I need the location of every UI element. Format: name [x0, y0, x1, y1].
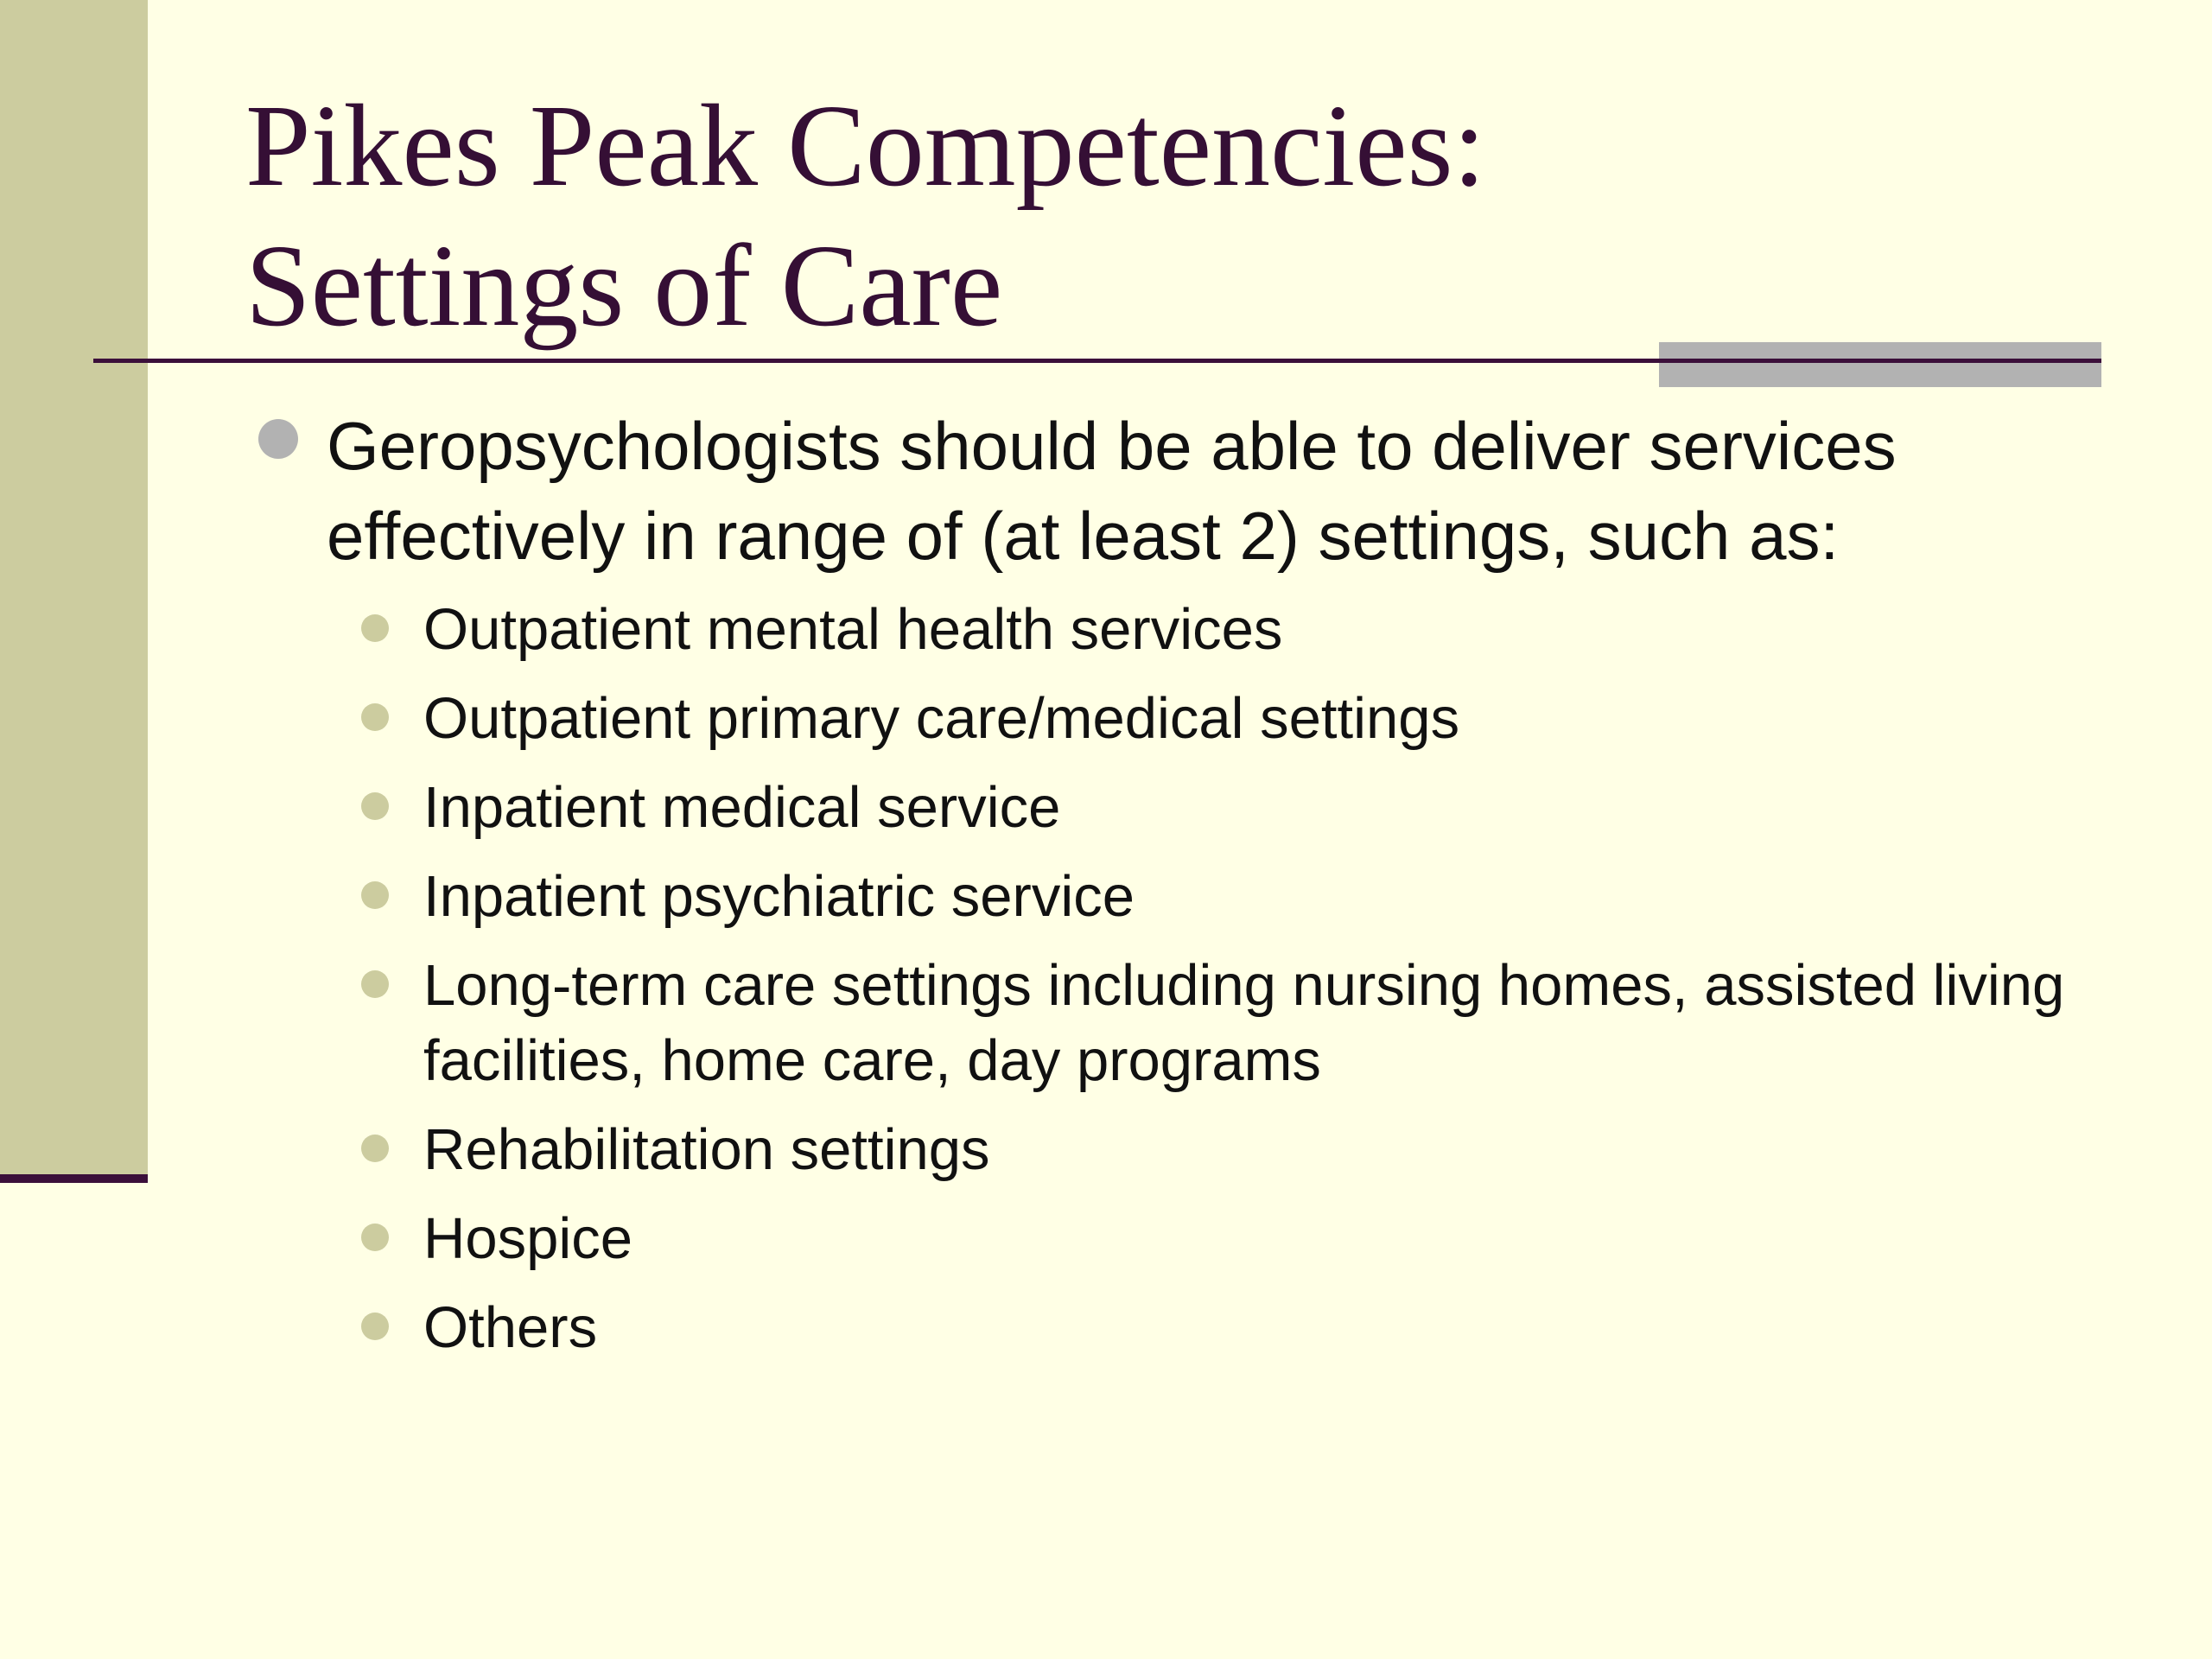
list-item-text: Inpatient psychiatric service	[423, 864, 1135, 929]
sub-bullet-icon	[361, 1135, 389, 1162]
settings-list	[423, 592, 2108, 1379]
list-item	[423, 770, 2108, 845]
main-bullet-icon	[258, 419, 298, 459]
list-item-text: Hospice	[423, 1206, 633, 1271]
list-item-text: Outpatient primary care/medical settings	[423, 686, 1460, 751]
list-item-text: Outpatient mental health services	[423, 597, 1283, 662]
slide-title-line-1: Pikes Peak Competencies:	[245, 81, 1486, 211]
list-item	[423, 681, 2108, 756]
sub-bullet-icon	[361, 614, 389, 642]
slide-title-line-2: Settings of Care	[245, 221, 1003, 351]
list-item	[423, 1112, 2108, 1187]
sub-bullet-icon	[361, 1224, 389, 1251]
list-item-text: Rehabilitation settings	[423, 1117, 990, 1182]
sub-bullet-icon	[361, 703, 389, 731]
title-divider-accent	[1659, 342, 2101, 387]
sub-bullet-icon	[361, 881, 389, 909]
list-item	[423, 948, 2108, 1098]
side-band-rule	[0, 1174, 148, 1183]
sub-bullet-icon	[361, 792, 389, 820]
list-item	[423, 1201, 2108, 1276]
sub-bullet-icon	[361, 1313, 389, 1340]
list-item	[423, 859, 2108, 934]
main-point: Geropsychologists should be able to deliver services effectively in range of (at least 2) settings, such as:	[327, 408, 1897, 574]
sub-bullet-icon	[361, 970, 389, 998]
list-item-text: Others	[423, 1295, 598, 1360]
side-decorative-band	[0, 0, 148, 1175]
slide-title	[245, 76, 1485, 356]
list-item-text: Inpatient medical service	[423, 775, 1061, 840]
list-item	[423, 1290, 2108, 1365]
list-item	[423, 592, 2108, 667]
list-item-text: Long-term care settings including nursing homes, assisted living facilities, home care, day programs	[423, 953, 2065, 1093]
